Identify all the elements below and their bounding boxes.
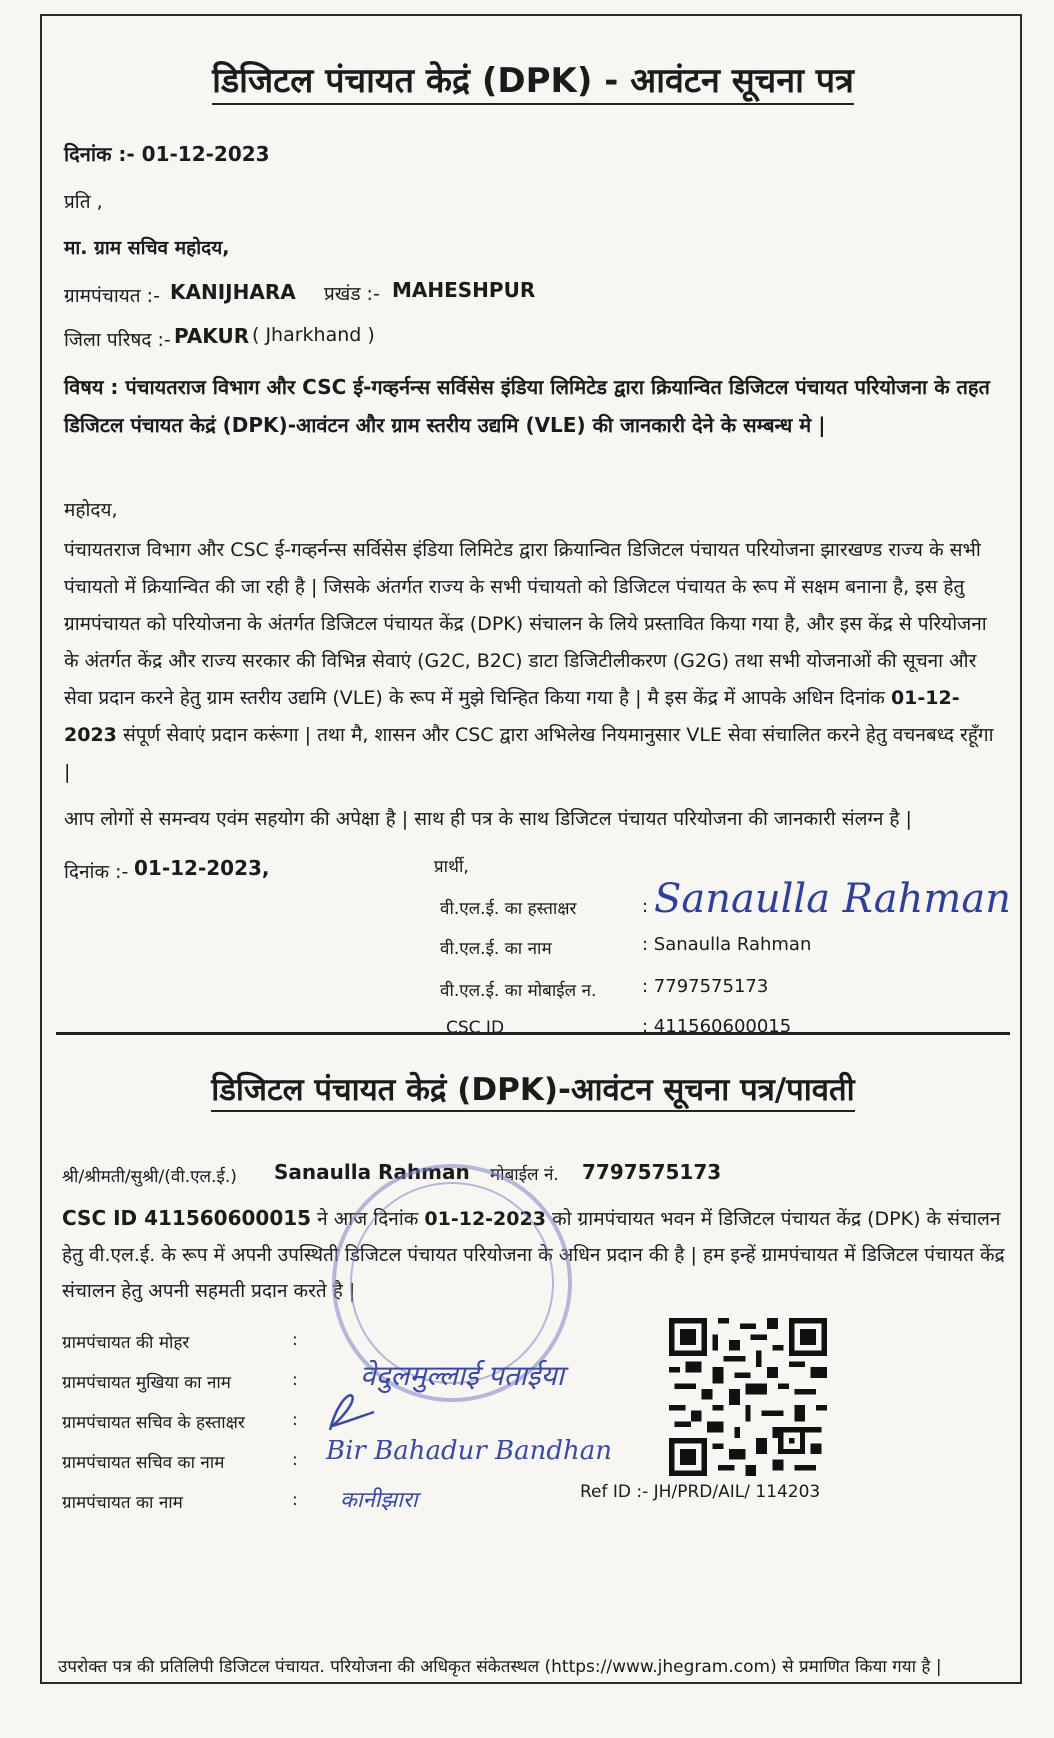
csc-id-label: CSC ID <box>446 1018 505 1038</box>
letter-date: दिनांक :- 01-12-2023 <box>64 142 270 166</box>
prati-label: प्रति , <box>64 191 103 213</box>
vle-prefix: श्री/श्रीमती/सुश्री/(वी.एल.ई.) <box>62 1167 237 1187</box>
block-value: MAHESHPUR <box>392 278 536 302</box>
section-divider <box>56 1032 1010 1035</box>
gram-panchayat-value: KANIJHARA <box>170 280 296 304</box>
footer-note: उपरोक्त पत्र की प्रतिलिपी डिजिटल पंचायत. परियोजना की अधिकृत संकेतस्थल (https://www.jhegram.com) से प्रमाणित किया गया है | <box>58 1657 942 1677</box>
sachiv-name-handwritten: Bir Bahadur Bandhan <box>326 1436 613 1466</box>
body-text-1: पंचायतराज विभाग और CSC ई-गव्हर्नन्स सर्विसेस इंडिया लिमिटेड द्वारा क्रियान्वित डिजिटल पंचायत परियोजना झारखण्ड राज्य के सभी पंचायतो में क्रियान्वित की जा रही है | जिसके अंतर्गत राज्य के सभी पंचायतो को डिजिटल पंचायत के रूप में सक्षम बनाना है, इस हेतु ग्रामपंचायत को परियोजना के अंतर्गत डिजिटल पंचायत केंद्र (DPK) संचालन के लिये प्रस्तावित किया गया है, और इस केंद्र से परियोजना के अंतर्गत केंद्र और राज्य सरकार की विभिन्न सेवाएं (G2C, B2C) डाटा डिजिटीलीकरण (G2G) तथा सभी योजनाओं की सूचना और सेवा प्रदान करने हेतु ग्राम स्तरीय उद्यमि (VLE) के रूप में मुझे चिन्हित किया गया है | मै इस केंद्र में आपके अधिन दिनांक <box>64 539 987 709</box>
receipt-title: डिजिटल पंचायत केद्रं (DPK)-आवंटन सूचना पत्र/पावती <box>42 1068 1024 1110</box>
field-seal-colon: : <box>292 1330 298 1350</box>
vle-sign-colon: : <box>642 896 649 917</box>
ref-id: Ref ID :- JH/PRD/AIL/ 114203 <box>580 1482 821 1502</box>
receipt-text-2: को ग्रामपंचायत भवन में डिजिटल पंचायत केंद्र (DPK) के संचालन हेतु वी.एल.ई. के रूप में अपनी उपस्थिती डिजिटल पंचायत परियोजना के अधिन प्रदान की है | हम इन्हें ग्रामपंचायत में डिजिटल पंचायत केंद्र संचालन हेतु अपनी सहमती प्रदान करते है | <box>62 1208 1005 1302</box>
receipt-csc-id: CSC ID 411560600015 <box>62 1206 312 1230</box>
vle-name-label: वी.एल.ई. का नाम <box>440 939 552 959</box>
receipt-text-1: ने आज दिनांक <box>317 1208 419 1230</box>
addressee: मा. ग्राम सचिव महोदय, <box>64 237 230 259</box>
mukhiya-handwritten: वेदुलमुल्लाई पताईया <box>360 1359 565 1392</box>
receipt-mobile-label: मोबाईल नं. <box>490 1165 559 1185</box>
field-gp-name-label: ग्रामपंचायत का नाम <box>62 1493 183 1513</box>
district-value: PAKUR <box>174 324 250 348</box>
gram-panchayat-label: ग्रामपंचायत :- <box>64 285 160 307</box>
csc-id-value: : 411560600015 <box>642 1016 792 1037</box>
receipt-vle-name: Sanaulla Rahman <box>274 1160 470 1184</box>
letter-title: डिजिटल पंचायत केद्रं (DPK) - आवंटन सूचना पत्र <box>42 56 1024 102</box>
field-mukhiya-label: ग्रामपंचायत मुखिया का नाम <box>62 1373 231 1393</box>
field-gp-name-colon: : <box>292 1490 298 1510</box>
receipt-mobile-value: 7797575173 <box>582 1160 722 1184</box>
letter-body-closing: आप लोगों से समन्वय एवंम सहयोग की अपेक्षा है | साथ ही पत्र के साथ डिजिटल पंचायत परियोजना की जानकारी संलग्न है | <box>64 808 912 830</box>
state-value: ( Jharkhand ) <box>252 324 375 346</box>
subject: विषय : पंचायतराज विभाग और CSC ई-गव्हर्नन्स सर्विसेस इंडिया लिमिटेड द्वारा क्रियान्वित डिजिटल पंचायत परियोजना के तहत डिजिटल पंचायत केद्रं (DPK)-आवंटन और ग्राम स्तरीय उद्यमि (VLE) की जानकारी देने के सम्बन्ध मे | <box>64 375 990 437</box>
field-sachiv-name-colon: : <box>292 1450 298 1470</box>
field-sachiv-sign-colon: : <box>292 1410 298 1430</box>
district-label: जिला परिषद :- <box>64 329 171 351</box>
field-seal-label: ग्रामपंचायत की मोहर <box>62 1333 190 1353</box>
body-text-2: संपूर्ण सेवाएं प्रदान करूंगा | तथा मै, शासन और CSC द्वारा अभिलेख नियमानुसार VLE सेवा संचालित करने हेतु वचनबध्द रहूँगा | <box>64 724 994 783</box>
sachiv-signature <box>322 1386 382 1438</box>
vle-name-value: : Sanaulla Rahman <box>642 934 812 955</box>
vle-signature: Sanaulla Rahman <box>654 876 1011 922</box>
applicant-label: प्रार्थी, <box>434 857 469 877</box>
vle-mobile-value: : 7797575173 <box>642 976 769 997</box>
field-sachiv-name-label: ग्रामपंचायत सचिव का नाम <box>62 1453 225 1473</box>
field-mukhiya-colon: : <box>292 1370 298 1390</box>
body-date: 01-12-2023 <box>64 687 960 746</box>
block-label: प्रखंड :- <box>324 283 380 305</box>
field-sachiv-sign-label: ग्रामपंचायत सचिव के हस्ताक्षर <box>62 1413 245 1433</box>
salutation: महोदय, <box>64 499 118 521</box>
vle-sign-label: वी.एल.ई. का हस्ताक्षर <box>440 899 577 919</box>
letter-body <box>64 532 1004 791</box>
date-2-label: दिनांक :- <box>64 861 129 883</box>
letter-frame <box>40 14 1022 1684</box>
gp-name-handwritten: कानीझारा <box>340 1488 418 1513</box>
vle-mobile-label: वी.एल.ई. का मोबाईल न. <box>440 981 597 1001</box>
date-2-value: 01-12-2023, <box>134 856 270 880</box>
receipt-date: 01-12-2023 <box>424 1208 546 1230</box>
qr-code <box>666 1318 830 1476</box>
